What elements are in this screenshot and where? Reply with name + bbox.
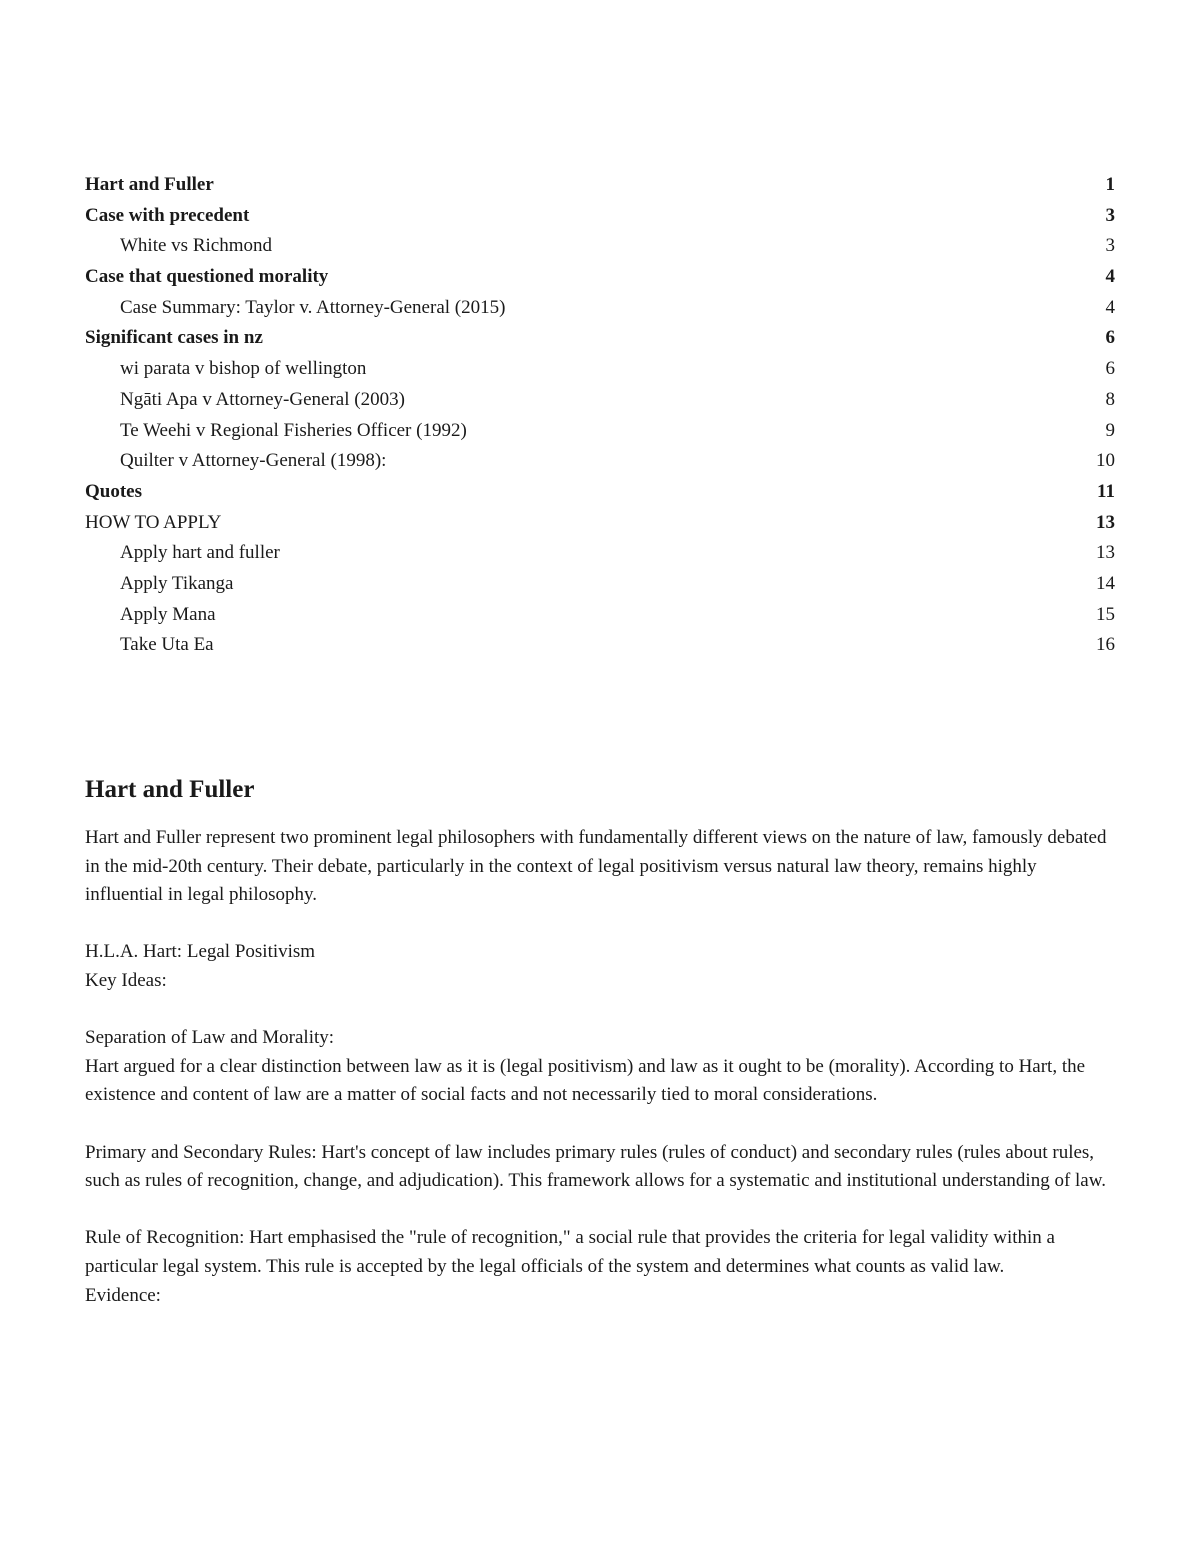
toc-entry-page: 8: [1105, 388, 1115, 410]
toc-entry-title: Case with precedent: [85, 204, 250, 226]
toc-entry-title: Apply Mana: [120, 603, 216, 625]
rule-of-recognition-paragraph: Rule of Recognition: Hart emphasised the "rule of recognition," a social rule that provides the criteria for legal validity within a particular legal system. This rule is accepted by the legal officials of the system and determines what counts as valid law.: [85, 1227, 1060, 1277]
toc-entry[interactable]: [85, 354, 1115, 385]
toc-entry[interactable]: [85, 446, 1115, 477]
toc-entry[interactable]: [85, 262, 1115, 293]
toc-entry[interactable]: [85, 569, 1115, 600]
toc-entry[interactable]: [85, 508, 1115, 539]
toc-entry-title: Te Weehi v Regional Fisheries Officer (1992): [120, 419, 467, 441]
separation-title: Separation of Law and Morality:: [85, 1027, 335, 1049]
toc-entry[interactable]: [85, 323, 1115, 354]
hart-subtitle: H.L.A. Hart: Legal Positivism: [85, 941, 316, 963]
toc-entry-title: Case Summary: Taylor v. Attorney-General (2015): [120, 296, 506, 318]
toc-entry-title: Hart and Fuller: [85, 174, 214, 195]
toc-entry-title: Take Uta Ea: [120, 634, 214, 656]
separation-paragraph: Hart argued for a clear distinction between law as it is (legal positivism) and law as it ought to be (morality). According to Hart, the existence and content of law are a matter of social facts and not necessarily tied to moral considerations.: [85, 1055, 1090, 1106]
section-heading: Hart and Fuller: [85, 776, 255, 803]
toc-entry-page: 9: [1105, 419, 1115, 441]
toc-entry[interactable]: [85, 231, 1115, 262]
toc-entry-title: Quilter v Attorney-General (1998):: [120, 450, 387, 472]
toc-entry-page: 6: [1105, 358, 1115, 380]
toc-entry-title: HOW TO APPLY: [85, 511, 222, 533]
toc-entry-page: 3: [1105, 235, 1115, 257]
toc-entry-title: Ngāti Apa v Attorney-General (2003): [120, 388, 405, 410]
primary-secondary-paragraph: Primary and Secondary Rules: Hart's concept of law includes primary rules (rules of conduct) and secondary rules (rules about rules, such as rules of recognition, change, and adjudication). This framework allows for a systematic and institutional understanding of law.: [85, 1141, 1106, 1192]
toc-entry[interactable]: [85, 630, 1115, 661]
toc-entry-page: 1: [1105, 174, 1115, 195]
toc-entry[interactable]: [85, 385, 1115, 416]
toc-entry[interactable]: [85, 170, 1115, 201]
toc-entry-page: 6: [1105, 327, 1115, 349]
toc-entry-page: 10: [1096, 450, 1115, 472]
toc-entry-title: Case that questioned morality: [85, 266, 329, 288]
toc-entry[interactable]: [85, 600, 1115, 631]
toc-entry[interactable]: [85, 201, 1115, 232]
toc-entry-title: White vs Richmond: [120, 235, 272, 257]
toc-entry-page: 11: [1097, 480, 1115, 502]
toc-entry-title: Significant cases in nz: [85, 327, 263, 349]
section-hart-and-fuller: [85, 770, 1115, 1310]
toc-entry[interactable]: [85, 416, 1115, 447]
toc-entry-page: 13: [1096, 542, 1115, 564]
toc-entry-page: 15: [1096, 603, 1115, 625]
toc-entry-page: 13: [1096, 511, 1115, 533]
toc-entry-title: Quotes: [85, 480, 142, 502]
toc-entry-title: Apply Tikanga: [120, 572, 234, 594]
toc-entry-page: 16: [1096, 634, 1115, 656]
table-of-contents: [85, 170, 1115, 661]
toc-entry-page: 14: [1096, 572, 1115, 594]
toc-entry-page: 3: [1105, 204, 1115, 226]
toc-entry-title: wi parata v bishop of wellington: [120, 358, 367, 380]
toc-entry[interactable]: [85, 477, 1115, 508]
toc-entry[interactable]: [85, 538, 1115, 569]
toc-entry[interactable]: [85, 293, 1115, 324]
intro-paragraph: Hart and Fuller represent two prominent legal philosophers with fundamentally different views on the nature of law, famously debated in the mid-20th century. Their debate, particularly in the context of legal positivism versus natural law theory, remains highly influential in legal philosophy.: [85, 827, 1112, 906]
toc-entry-page: 4: [1105, 296, 1115, 318]
evidence-label: Evidence:: [85, 1284, 161, 1306]
toc-entry-title: Apply hart and fuller: [120, 542, 280, 564]
toc-entry-page: 4: [1105, 266, 1115, 288]
key-ideas-label: Key Ideas:: [85, 969, 167, 991]
